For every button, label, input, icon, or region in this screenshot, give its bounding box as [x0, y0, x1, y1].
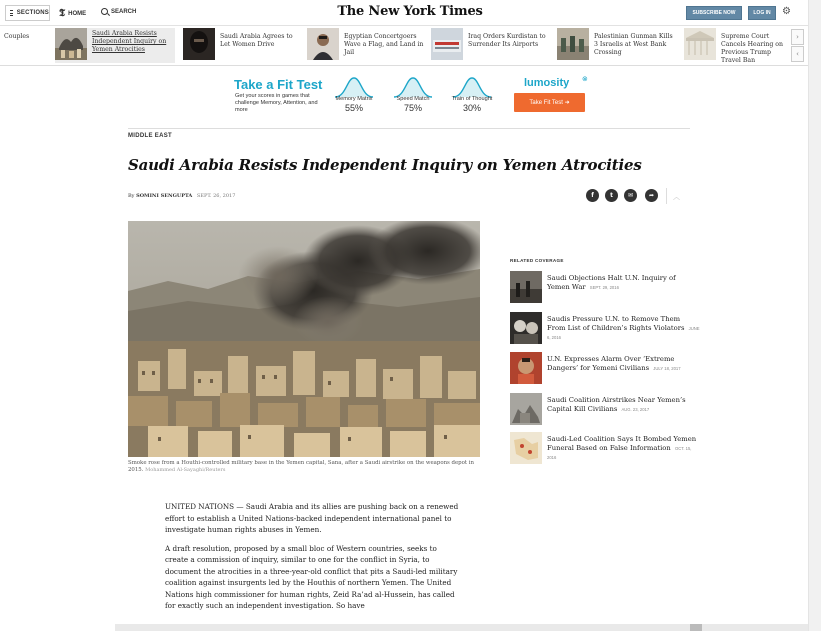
sections-button[interactable] [5, 5, 50, 21]
related-item-title: Saudis Pressure U.N. to Remove Them From List of Children’s Rights Violators [547, 315, 685, 332]
photo-credit: Mohammed Al-Sayaghi/Reuters [145, 467, 226, 474]
facebook-share-icon[interactable]: f [586, 189, 599, 202]
strip-thumbnail [183, 28, 215, 60]
related-item-date: OCT. 15, 2016 [547, 445, 692, 460]
strip-item-title: Iraq Orders Kurdistan to Surrender Its Airports [468, 33, 546, 49]
related-item[interactable] [510, 312, 700, 344]
login-button[interactable]: LOG IN [748, 6, 776, 20]
related-coverage-label: RELATED COVERAGE [510, 258, 564, 263]
strip-item-title: Couples [4, 33, 30, 40]
related-item[interactable] [510, 393, 700, 425]
bell-curve-icon [393, 76, 433, 98]
related-item[interactable] [510, 271, 700, 303]
metric-label: Speed Match [396, 96, 430, 102]
related-item-text [547, 312, 700, 344]
horizontal-scroll-thumb[interactable] [690, 624, 702, 631]
vertical-scrollbar[interactable] [808, 0, 821, 631]
email-share-icon[interactable]: ✉ [624, 189, 637, 202]
strip-item[interactable] [557, 28, 677, 63]
masthead-logo[interactable]: The New York Times [337, 4, 483, 19]
related-item-date: JULY 18, 2017 [653, 365, 681, 371]
article-headline: Saudi Arabia Resists Independent Inquiry on Yemen Atrocities [128, 156, 642, 174]
gear-icon[interactable]: ⚙ [782, 6, 791, 17]
top-bar [0, 0, 808, 26]
related-item-text [547, 352, 700, 384]
strip-thumbnail [55, 28, 87, 60]
search-button[interactable] [101, 8, 136, 15]
bell-curve-icon [334, 76, 374, 98]
caption-text: Smoke rose from a Houthi-controlled military base in the Yemen capital, Sana, after a Saudi airstrike on the weapons depot in 2015. [128, 460, 474, 474]
related-item-date: SEPT. 29, 2016 [589, 284, 619, 290]
related-item-title: Saudi Objections Halt U.N. Inquiry of Yemen War [547, 274, 676, 291]
related-item[interactable] [510, 432, 700, 464]
related-thumbnail [510, 432, 542, 464]
collapse-chevron-icon[interactable]: ︿ [673, 193, 680, 201]
section-kicker[interactable]: MIDDLE EAST [128, 133, 172, 139]
twitter-share-icon[interactable]: t [605, 189, 618, 202]
strip-thumbnail [557, 28, 589, 60]
metric-value: 30% [462, 103, 481, 113]
ad-metric [385, 96, 441, 113]
strip-next-arrow[interactable]: › [791, 29, 804, 45]
strip-item[interactable] [684, 28, 786, 63]
strip-item[interactable] [307, 28, 427, 63]
article-photo [128, 221, 480, 457]
related-item-title: Saudi Coalition Airstrikes Near Yemen’s Capital Kill Civilians [547, 396, 686, 413]
metric-label: Memory Matrix [335, 96, 373, 102]
byline-prefix: By [128, 193, 135, 199]
article-paragraph: A draft resolution, proposed by a small bloc of Western countries, seeks to create a commission of inquiry, similar to one for the conflict in Syria, to document the atrocities in a three-year-old conflict that pits a Saudi-led military coalition against insurgents led by the Houthis of northern Yemen. The United Nations high commissioner for human rights, Zeid Ra’ad al-Hussein, has called for exactly such an independent investigation. So have [165, 543, 458, 611]
metric-label: Train of Thought [451, 96, 493, 102]
search-icon [101, 8, 108, 15]
related-item-date: AUG. 23, 2017 [621, 406, 650, 412]
sections-label: SECTIONS [16, 10, 49, 16]
lumosity-ad[interactable] [222, 73, 592, 120]
ad-metric [326, 96, 382, 113]
related-thumbnail [510, 312, 542, 344]
metric-value: 55% [344, 103, 363, 113]
related-item-title: Saudi-Led Coalition Says It Bombed Yemen Funeral Based on False Information [547, 435, 697, 452]
related-thumbnail [510, 352, 542, 384]
more-share-icon[interactable]: ➦ [645, 189, 658, 202]
strip-item-title: Supreme Court Cancels Hearing on Previous Trump Travel Ban [721, 33, 783, 63]
section-divider [128, 128, 690, 129]
hamburger-icon [10, 10, 13, 16]
nyt-t-icon: 𝕿 [59, 8, 66, 19]
related-item-date: JUNE 6, 2016 [547, 325, 700, 340]
related-item[interactable] [510, 352, 700, 384]
strip-item-title: Palestinian Gunman Kills 3 Israelis at West Bank Crossing [594, 33, 673, 57]
strip-item[interactable] [183, 28, 303, 63]
author-link[interactable]: SOMINI SENGUPTA [136, 193, 193, 199]
share-divider [666, 188, 667, 204]
headline-strip [0, 26, 808, 66]
ad-close-icon[interactable]: ⊗ [582, 75, 588, 83]
strip-item-title: Saudi Arabia Agrees to Let Women Drive [220, 33, 293, 49]
strip-thumbnail [684, 28, 716, 60]
related-item-text [547, 432, 700, 464]
home-label: HOME [68, 10, 87, 17]
strip-prev-arrow[interactable]: ‹ [791, 46, 804, 62]
metric-value: 75% [403, 103, 422, 113]
horizontal-scrollbar[interactable] [115, 624, 808, 631]
related-item-text [547, 393, 700, 425]
lumosity-logo: lumosity [524, 77, 570, 89]
related-thumbnail [510, 271, 542, 303]
strip-thumbnail [307, 28, 339, 60]
take-fit-test-button[interactable]: Take Fit Test ➜ [514, 93, 585, 112]
home-link[interactable] [59, 8, 86, 19]
search-label: SEARCH [111, 8, 137, 15]
related-item-text [547, 271, 700, 303]
strip-item[interactable] [431, 28, 551, 63]
article-paragraph: UNITED NATIONS — Saudi Arabia and its allies are pushing back on a renewed effort to establish a United Nations-backed independent international panel to investigate human rights abuses in Yemen. [165, 502, 459, 535]
ad-title: Take a Fit Test [234, 77, 323, 92]
subscribe-button[interactable]: SUBSCRIBE NOW [686, 6, 742, 20]
strip-item-current[interactable] [55, 28, 175, 63]
strip-item-title: Egyptian Concertgoers Wave a Flag, and Land in Jail [344, 33, 424, 57]
article-body [165, 501, 460, 619]
byline [128, 193, 235, 199]
strip-item-title: Saudi Arabia Resists Independent Inquiry on Yemen Atrocities [92, 30, 167, 54]
strip-thumbnail [431, 28, 463, 60]
related-thumbnail [510, 393, 542, 425]
bell-curve-icon [452, 76, 492, 98]
strip-item[interactable] [4, 28, 52, 63]
photo-caption [128, 460, 480, 475]
ad-metric [444, 96, 500, 113]
ad-subtitle: Get your scores in games that challenge Memory, Attention, and more [235, 93, 318, 113]
related-item-title: U.N. Expresses Alarm Over ‘Extreme Dangers’ for Yemeni Civilians [547, 355, 675, 372]
publish-date: SEPT. 26, 2017 [196, 193, 236, 199]
